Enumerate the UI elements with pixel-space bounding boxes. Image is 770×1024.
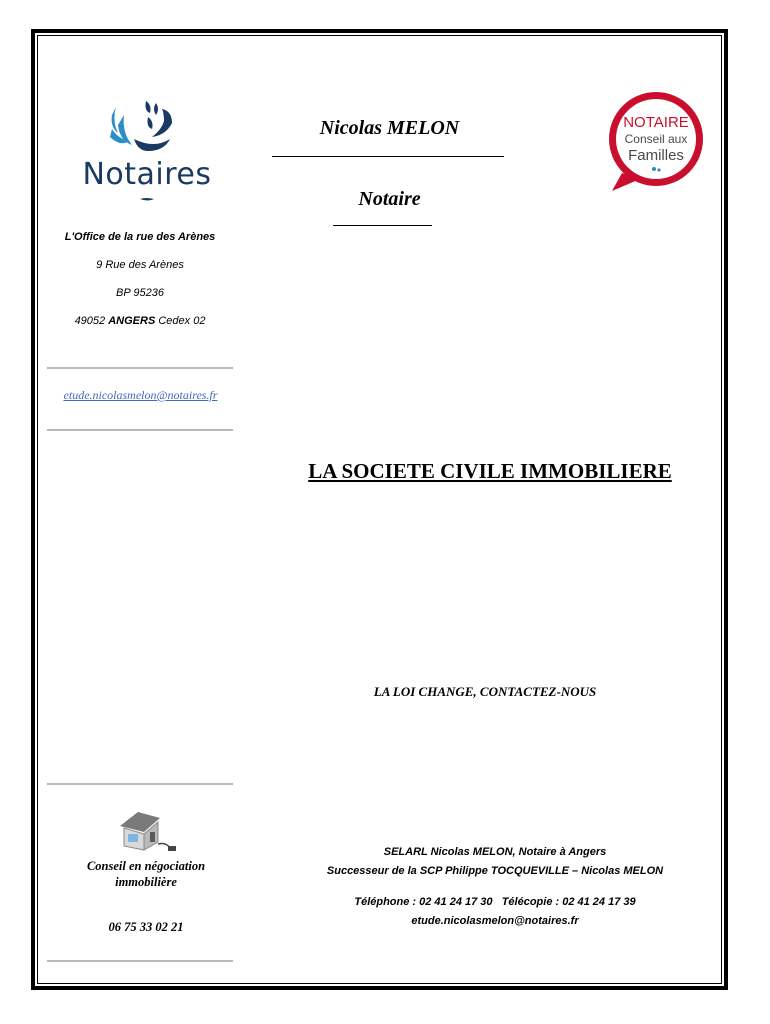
divider [47,367,233,369]
notaires-marianne-icon [72,95,222,210]
office-street: 9 Rue des Arènes [96,259,184,271]
office-name: L'Office de la rue des Arènes [64,231,216,243]
footer-line-3: Téléphone : 02 41 24 17 30 Télécopie : 02 41 24 17 39 [354,896,636,908]
name-underline [272,156,504,157]
divider [47,960,233,962]
negotiation-label: Conseil en négociation immobilière [86,859,206,889]
office-city-line [40,313,240,341]
notary-title: Notaire [358,188,421,210]
footer-line-2: Successeur de la SCP Philippe TOCQUEVILLE – Nicolas MELON [326,865,664,877]
logo-text: Notaires [82,157,212,192]
office-address [40,229,240,341]
email-link[interactable]: etude.nicolasmelon@notaires.fr [63,388,218,402]
document-title: LA SOCIETE CIVILE IMMOBILIERE [308,459,672,483]
office-postcode: 49052 [74,315,106,327]
conseil-aux-familles-badge [594,87,718,195]
house-computer-icon [116,806,178,854]
badge-icon [594,87,718,195]
badge-line-3: Familles [628,147,684,164]
notary-name: Nicolas MELON [319,117,460,139]
office-cedex: Cedex 02 [158,315,206,327]
slogan: LA LOI CHANGE, CONTACTEZ-NOUS [373,684,597,699]
footer-line-4: etude.nicolasmelon@notaires.fr [411,915,579,927]
notaires-logo [72,95,222,210]
footer-line-1: SELARL Nicolas MELON, Notaire à Angers [383,846,607,858]
negotiation-phone: 06 75 33 02 21 [108,920,184,934]
office-bp: BP 95236 [116,287,164,299]
divider [47,429,233,431]
badge-line-1: NOTAIRE [623,114,689,131]
office-city: ANGERS [108,315,156,327]
badge-line-2: Conseil aux [624,132,688,146]
title-underline [333,225,432,226]
footer-contact [300,843,690,931]
divider [47,783,233,785]
